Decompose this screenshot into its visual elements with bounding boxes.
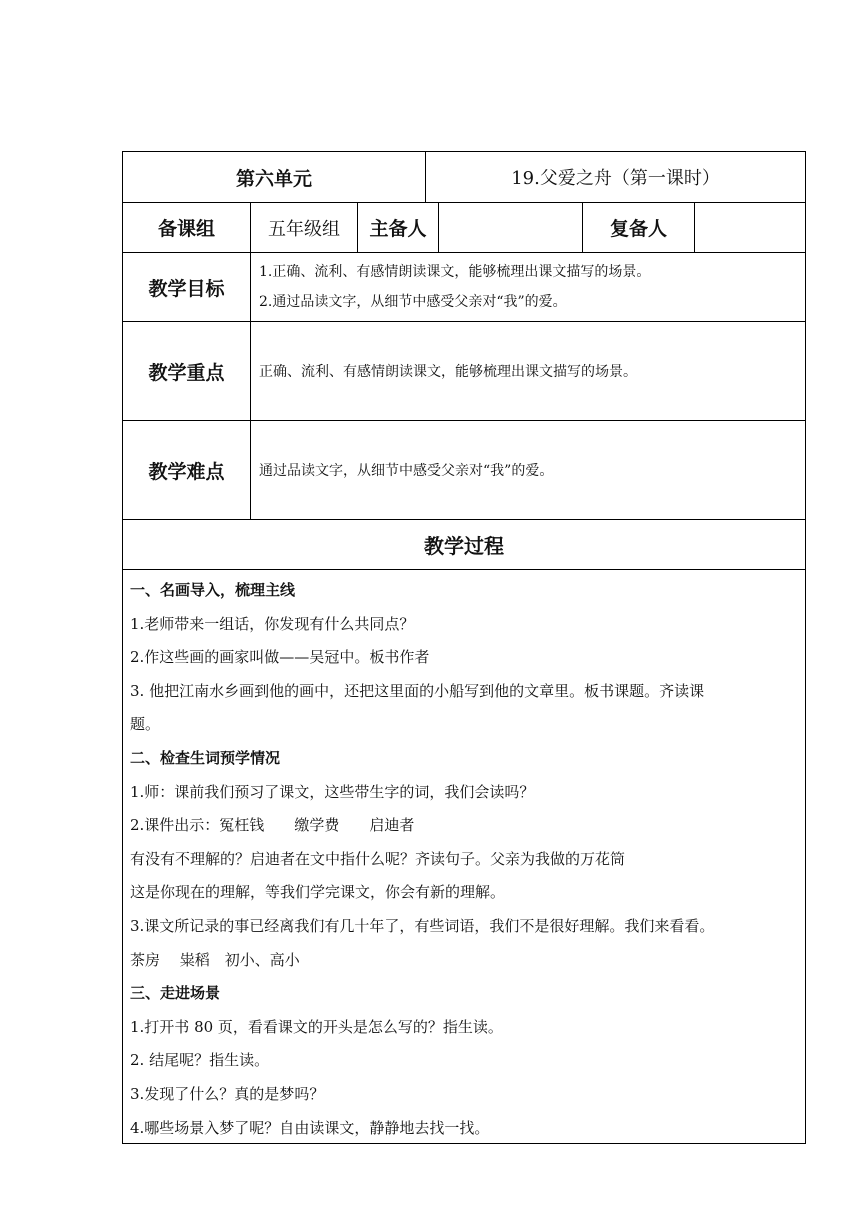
main-preparer-label: 主备人 xyxy=(358,203,439,252)
header-row xyxy=(122,151,806,203)
meta-row xyxy=(122,203,806,253)
group-label: 备课组 xyxy=(123,203,251,252)
process-line: 2.课件出示：冤枉钱 缴学费 启迪者 xyxy=(130,816,415,835)
reviewer-label: 复备人 xyxy=(583,203,695,252)
section-heading: 一、名画导入，梳理主线 xyxy=(130,581,296,599)
process-line: 2. 结尾呢？指生读。 xyxy=(130,1051,270,1070)
process-line: 4.哪些场景入梦了呢？自由读课文，静静地去找一找。 xyxy=(130,1118,490,1137)
focus-label: 教学重点 xyxy=(123,322,251,420)
unit-cell: 第六单元 xyxy=(123,152,426,202)
goals-label: 教学目标 xyxy=(123,253,251,321)
process-line: 这是你现在的理解，等我们学完课文，你会有新的理解。 xyxy=(130,883,506,902)
section-heading: 三、走进场景 xyxy=(130,984,221,1003)
process-line: 1.打开书 80 页，看看课文的开头是怎么写的？指生读。 xyxy=(130,1017,503,1036)
process-line: 1.老师带来一组话，你发现有什么共同点？ xyxy=(130,614,415,633)
lesson-plan-table xyxy=(122,151,806,1144)
process-line: 3.发现了什么？真的是梦吗？ xyxy=(130,1084,325,1103)
lesson-title-cell: 19.父爱之舟（第一课时） xyxy=(511,168,720,189)
process-line: 题。 xyxy=(130,715,161,734)
difficulty-row xyxy=(122,421,806,520)
process-line: 3.课文所记录的事已经离我们有几十年了，有些词语，我们不是很好理解。我们来看看。 xyxy=(130,916,715,935)
process-line: 1.师：课前我们预习了课文，这些带生字的词，我们会读吗？ xyxy=(130,782,535,801)
process-line: 茶房 粜稻 初小、高小 xyxy=(130,950,300,969)
focus-row xyxy=(122,322,806,421)
section-heading: 二、检查生词预学情况 xyxy=(130,748,281,767)
main-preparer-value xyxy=(439,203,583,252)
process-title: 教学过程 xyxy=(122,520,806,570)
process-line: 3. 他把江南水乡画到他的画中，还把这里面的小船写到他的文章里。板书课题。齐读课 xyxy=(130,681,705,700)
goal-item: 2.通过品读文字，从细节中感受父亲对“我”的爱。 xyxy=(259,294,567,310)
process-line: 有没有不理解的？启迪者在文中指什么呢？齐读句子。父亲为我做的万花筒 xyxy=(130,849,626,868)
process-body xyxy=(122,570,806,1144)
goals-content xyxy=(251,253,805,321)
group-value: 五年级组 xyxy=(251,203,358,252)
process-line: 2.作这些画的画家叫做——吴冠中。板书作者 xyxy=(130,648,430,667)
goal-item: 1.正确、流利、有感情朗读课文，能够梳理出课文描写的场景。 xyxy=(259,264,651,280)
goals-row xyxy=(122,253,806,322)
reviewer-value xyxy=(695,203,805,252)
focus-content: 正确、流利、有感情朗读课文，能够梳理出课文描写的场景。 xyxy=(259,364,637,380)
difficulty-label: 教学难点 xyxy=(123,421,251,519)
difficulty-content: 通过品读文字，从细节中感受父亲对“我”的爱。 xyxy=(259,463,554,479)
